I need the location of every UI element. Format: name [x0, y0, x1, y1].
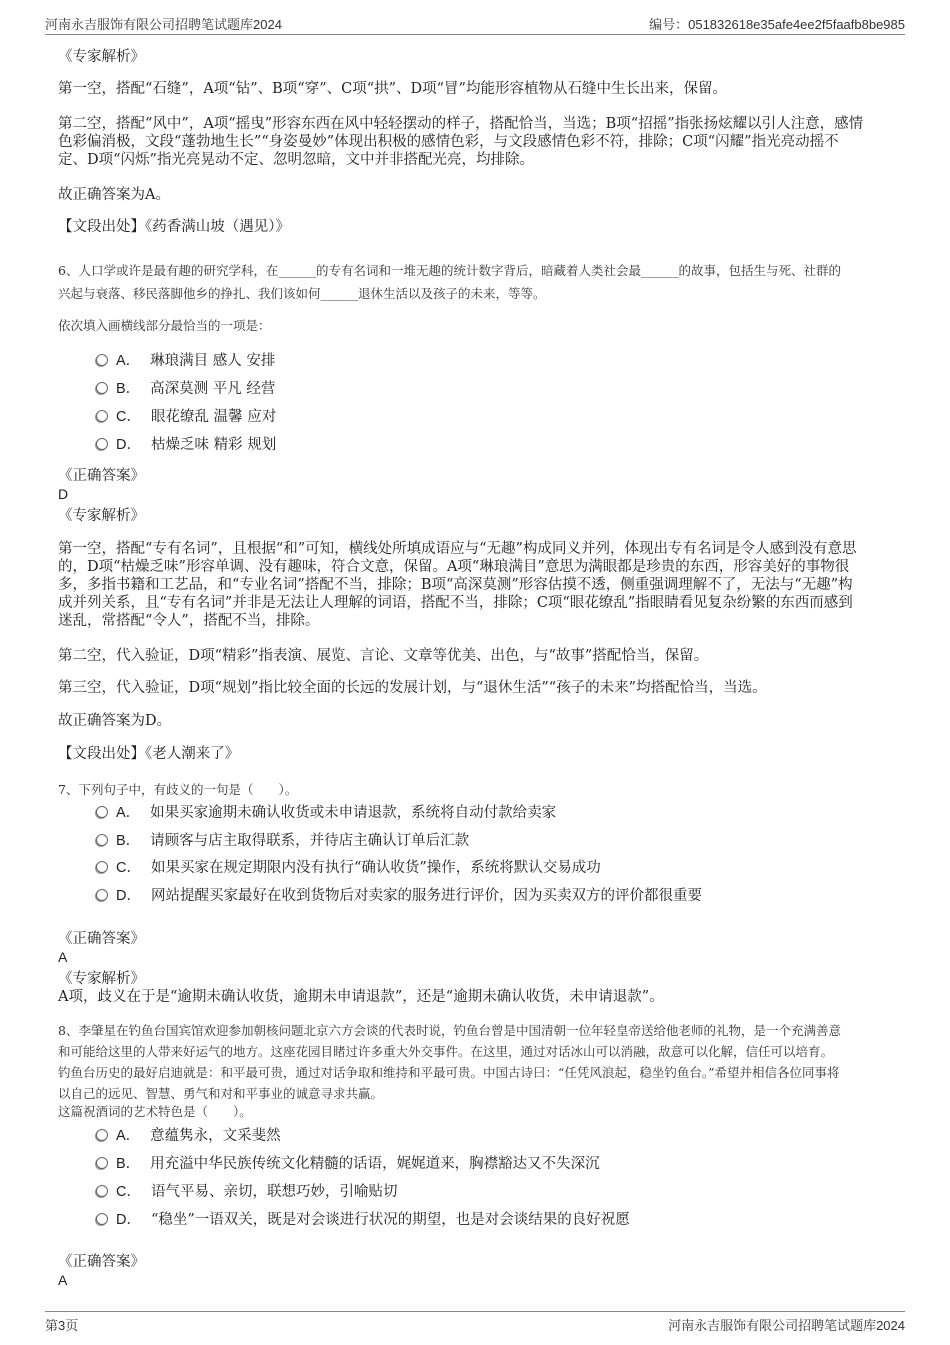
- q6-option-a[interactable]: A． 琳琅满目 感人 安排: [96, 352, 275, 370]
- radio-icon[interactable]: [96, 410, 108, 422]
- q8-option-a[interactable]: A． 意蕴隽永，文采斐然: [96, 1127, 281, 1145]
- q8-stem-line3: 钓鱼台历史的最好启迪就是：和平最可贵，通过对话争取和维持和平最可贵。中国古诗曰：“任凭风浪起，稳坐钓鱼台。”希望并相信各位同事将: [58, 1065, 840, 1080]
- q6-option-b[interactable]: B． 高深莫测 平凡 经营: [96, 380, 275, 398]
- radio-icon[interactable]: [96, 834, 108, 846]
- q7-answer: A: [58, 949, 68, 965]
- page-number: 第3页: [45, 1318, 79, 1333]
- q6-analysis-a1e: 迷乱，常搭配“令人”，搭配不当，排除。: [58, 613, 320, 629]
- radio-icon[interactable]: [96, 1129, 108, 1141]
- q5-conclusion: 故正确答案为A。: [58, 187, 170, 203]
- q7-analysis: A项，歧义在于是“逾期未确认收货，逾期未申请退款”，还是“逾期未确认收货，未申请退款”。: [58, 989, 664, 1005]
- q6-option-d[interactable]: D． 枯燥乏味 精彩 规划: [96, 436, 276, 454]
- radio-icon[interactable]: [96, 1185, 108, 1197]
- q8-stem-line4: 以自己的远见、智慧、勇气和对和平事业的诚意寻求共赢。: [58, 1086, 384, 1101]
- header-title: 河南永吉服饰有限公司招聘笔试题库2024: [45, 17, 282, 32]
- q8-option-b[interactable]: B． 用充溢中华民族传统文化精髓的话语，娓娓道来，胸襟豁达又不失深沉: [96, 1155, 600, 1173]
- q6-analysis-a3: 第三空，代入验证，D项“规划”指比较全面的长远的发展计划，与“退休生活”“孩子的未来”均搭配恰当，当选。: [58, 680, 767, 696]
- q7-option-d[interactable]: D． 网站提醒买家最好在收到货物后对卖家的服务进行评价，因为买卖双方的评价都很重要: [96, 887, 702, 905]
- q8-option-d[interactable]: D． “稳坐”一语双关，既是对会谈进行状况的期望，也是对会谈结果的良好祝愿: [96, 1211, 630, 1229]
- q6-source: 【文段出处】《老人潮来了》: [58, 746, 240, 762]
- q5-analysis-p1: 第一空，搭配“石缝”，A项“钻”、B项“穿”、C项“拱”、D项“冒”均能形容植物从石缝中生长出来，保留。: [58, 81, 727, 97]
- q5-source: 【文段出处】《药香满山坡（遇见）》: [58, 219, 290, 235]
- q6-answer-label: 《正确答案》: [58, 468, 145, 484]
- page-header: [45, 14, 905, 35]
- q5-analysis-p2c: 定、D项“闪烁”指光亮晃动不定、忽明忽暗，文中并非搭配光亮，均排除。: [58, 152, 534, 168]
- page-footer: [45, 1311, 905, 1334]
- radio-icon[interactable]: [96, 382, 108, 394]
- radio-icon[interactable]: [96, 889, 108, 901]
- q6-analysis-a1d: 成并列关系，且“专有名词”并非是无法让人理解的词语，搭配不当，排除；C项“眼花缭乱”指眼睛看见复杂纷繁的东西而感到: [58, 595, 853, 611]
- header-code: 编号：051832618e35afe4ee2f5faafb8be985: [649, 17, 905, 32]
- q8-stem-line2: 和可能给这里的人带来好运气的地方。这座花园目睹过许多重大外交事件。在这里，通过对话冰山可以消融，敌意可以化解，信任可以培育。: [58, 1044, 834, 1059]
- q6-analysis-a1b: 的，D项“枯燥乏味”形容单调、没有趣味，符合文意，保留。A项“琳琅满目”意思为满眼都是珍贵的东西，形容美好的事物很: [58, 559, 850, 575]
- radio-icon[interactable]: [96, 806, 108, 818]
- q6-stem-line2: 兴起与衰落、移民落脚他乡的挣扎、我们该如何______退休生活以及孩子的未来，等等。: [58, 286, 546, 301]
- q5-analysis-p2a: 第二空，搭配“风中”，A项“摇曳”形容东西在风中轻轻摆动的样子，搭配恰当，当选；B项“招摇”指张扬炫耀以引人注意，感情: [58, 116, 864, 132]
- footer-title: 河南永吉服饰有限公司招聘笔试题库2024: [668, 1318, 905, 1333]
- q8-option-c[interactable]: C． 语气平易、亲切，联想巧妙，引喻贴切: [96, 1183, 397, 1201]
- radio-icon[interactable]: [96, 1157, 108, 1169]
- q6-analysis-a2: 第二空，代入验证，D项“精彩”指表演、展览、言论、文章等优美、出色，与“故事”搭配恰当，保留。: [58, 648, 709, 664]
- radio-icon[interactable]: [96, 1213, 108, 1225]
- q6-conclusion: 故正确答案为D。: [58, 713, 172, 729]
- q7-analysis-label: 《专家解析》: [58, 971, 145, 987]
- q8-stem-line1: 8、李肇星在钓鱼台国宾馆欢迎参加朝核问题北京六方会谈的代表时说，钓鱼台曾是中国清朝一位年轻皇帝送给他老师的礼物，是一个充满善意: [58, 1023, 841, 1038]
- q5-analysis-label: 《专家解析》: [58, 49, 145, 65]
- q6-analysis-label: 《专家解析》: [58, 508, 145, 524]
- radio-icon[interactable]: [96, 861, 108, 873]
- q7-option-b[interactable]: B． 请顾客与店主取得联系，并待店主确认订单后汇款: [96, 832, 469, 850]
- q6-analysis-a1a: 第一空，搭配“专有名词”，且根据“和”可知，横线处所填成语应与“无趣”构成同义并列，体现出专有名词是令人感到没有意思: [58, 541, 857, 557]
- q7-option-c[interactable]: C． 如果买家在规定期限内没有执行“确认收货”操作，系统将默认交易成功: [96, 859, 601, 877]
- q8-answer: A: [58, 1272, 68, 1288]
- q7-option-a[interactable]: A． 如果买家逾期未确认收货或未申请退款，系统将自动付款给卖家: [96, 804, 556, 822]
- q8-answer-label: 《正确答案》: [58, 1254, 145, 1270]
- q6-stem-line1: 6、人口学或许是最有趣的研究学科，在______的专有名词和一堆无趣的统计数字背后，暗藏着人类社会最______的故事，包括生与死、社群的: [58, 263, 841, 278]
- q5-analysis-p2b: 色彩偏消极，文段“蓬勃地生长”“身姿曼妙”体现出积极的感情色彩，与文段感情色彩不符，排除；C项“闪耀”指光亮动摇不: [58, 134, 839, 150]
- radio-icon[interactable]: [96, 438, 108, 450]
- q7-stem: 7、下列句子中，有歧义的一句是（ ）。: [58, 782, 298, 797]
- q6-answer: D: [58, 486, 69, 502]
- radio-icon[interactable]: [96, 354, 108, 366]
- q6-option-c[interactable]: C． 眼花缭乱 温馨 应对: [96, 408, 276, 426]
- q6-prompt: 依次填入画横线部分最恰当的一项是：: [58, 318, 271, 333]
- q6-analysis-a1c: 多，多指书籍和工艺品，和“专业名词”搭配不当，排除；B项“高深莫测”形容估摸不透，侧重强调理解不了，无法与“无趣”构: [58, 577, 853, 593]
- q8-stem-line5: 这篇祝酒词的艺术特色是（ ）。: [58, 1104, 252, 1119]
- q7-answer-label: 《正确答案》: [58, 931, 145, 947]
